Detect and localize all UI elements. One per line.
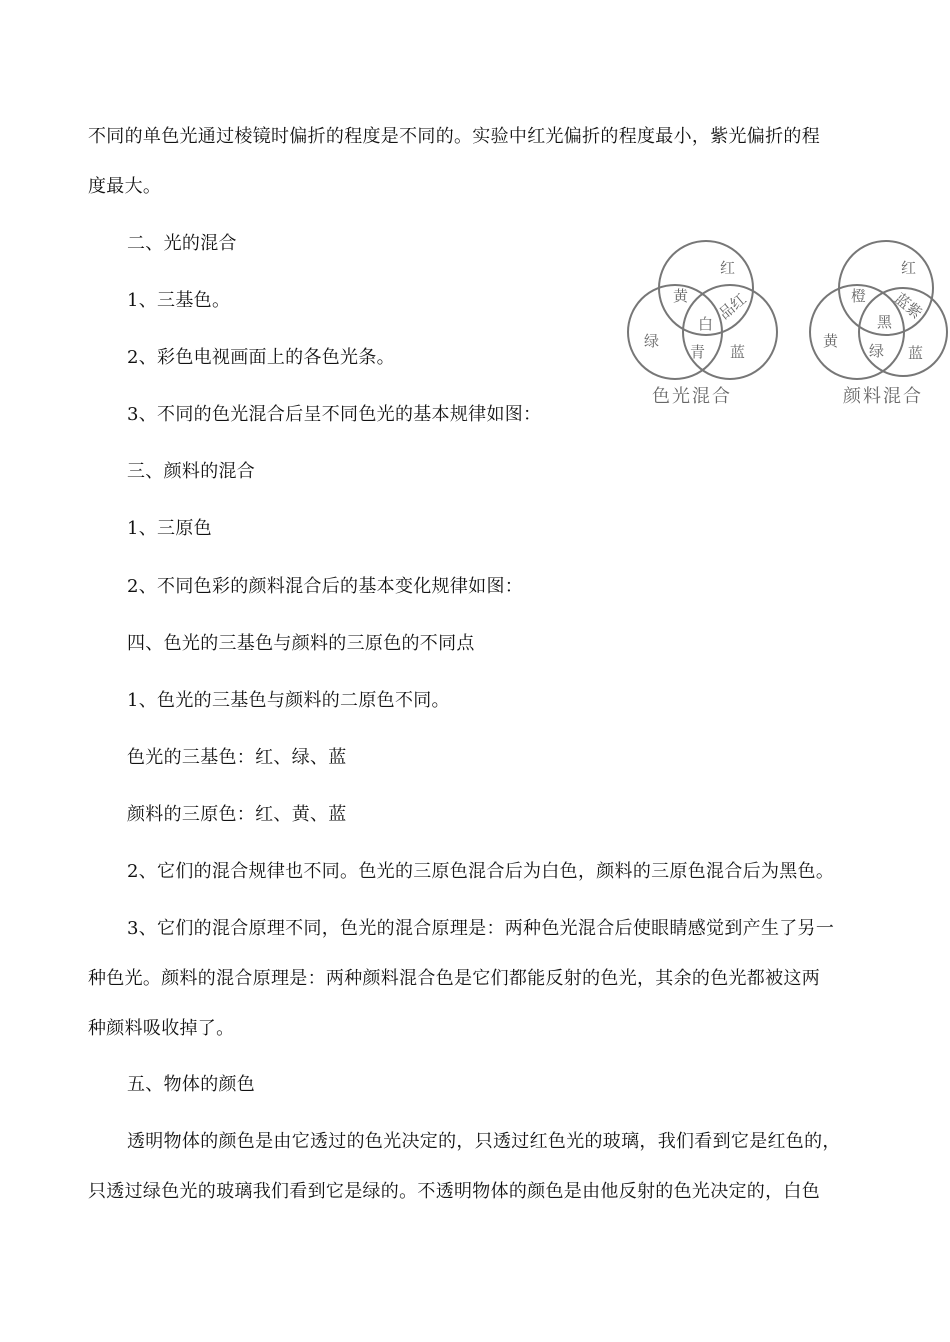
list-item: 3、不同的色光混合后呈不同色光的基本规律如图： <box>127 404 542 425</box>
list-item: 1、三原色 <box>127 518 212 539</box>
label-blue: 蓝 <box>730 343 746 361</box>
list-item: 2、不同色彩的颜料混合后的基本变化规律如图： <box>127 576 524 597</box>
label-green: 绿 <box>869 342 885 360</box>
light-mixing-diagram <box>620 236 790 411</box>
label-red: 红 <box>901 259 917 277</box>
pigment-mixing-caption: 颜料混合 <box>843 386 923 407</box>
label-green: 绿 <box>644 332 660 350</box>
paragraph-line: 种色光。颜料的混合原理是：两种颜料混合色是它们都能反射的色光，其余的色光都被这两 <box>88 968 820 989</box>
section-heading: 五、物体的颜色 <box>127 1074 256 1095</box>
section-heading: 三、颜料的混合 <box>127 461 256 482</box>
paragraph-line: 度最大。 <box>88 176 162 197</box>
list-item: 2、它们的混合规律也不同。色光的三原色混合后为白色，颜料的三原色混合后为黑色。 <box>127 861 835 882</box>
paragraph-line: 颜料的三原色：红、黄、蓝 <box>127 804 347 825</box>
list-item: 1、色光的三基色与颜料的二原色不同。 <box>127 690 450 711</box>
list-item: 2、彩色电视画面上的各色光条。 <box>127 347 395 368</box>
paragraph-line: 只透过绿色光的玻璃我们看到它是绿的。不透明物体的颜色是由他反射的色光决定的，白色 <box>88 1181 820 1202</box>
label-white: 白 <box>698 315 714 333</box>
list-item: 3、它们的混合原理不同，色光的混合原理是：两种色光混合后使眼睛感觉到产生了另一 <box>127 918 835 939</box>
paragraph-line: 色光的三基色：红、绿、蓝 <box>127 747 347 768</box>
label-yellow: 黄 <box>673 287 689 305</box>
label-blue: 蓝 <box>908 344 924 362</box>
list-item: 1、三基色。 <box>127 290 231 311</box>
section-heading: 四、色光的三基色与颜料的三原色的不同点 <box>127 633 475 654</box>
label-cyan: 青 <box>690 343 706 361</box>
label-magenta: 品红 <box>715 289 750 323</box>
label-purple: 蓝紫 <box>890 289 926 323</box>
paragraph-line: 透明物体的颜色是由它透过的色光决定的，只透过红色光的玻璃，我们看到它是红色的， <box>127 1131 841 1152</box>
paragraph-line: 不同的单色光通过棱镜时偏折的程度是不同的。实验中红光偏折的程度最小，紫光偏折的程 <box>88 126 820 147</box>
light-mixing-caption: 色光混合 <box>652 386 732 407</box>
label-yellow: 黄 <box>823 332 839 350</box>
label-orange: 橙 <box>851 287 867 305</box>
label-black: 黑 <box>877 313 893 331</box>
section-heading: 二、光的混合 <box>127 233 237 254</box>
pigment-mixing-diagram <box>805 236 950 411</box>
label-red: 红 <box>720 259 736 277</box>
paragraph-line: 种颜料吸收掉了。 <box>88 1018 235 1039</box>
